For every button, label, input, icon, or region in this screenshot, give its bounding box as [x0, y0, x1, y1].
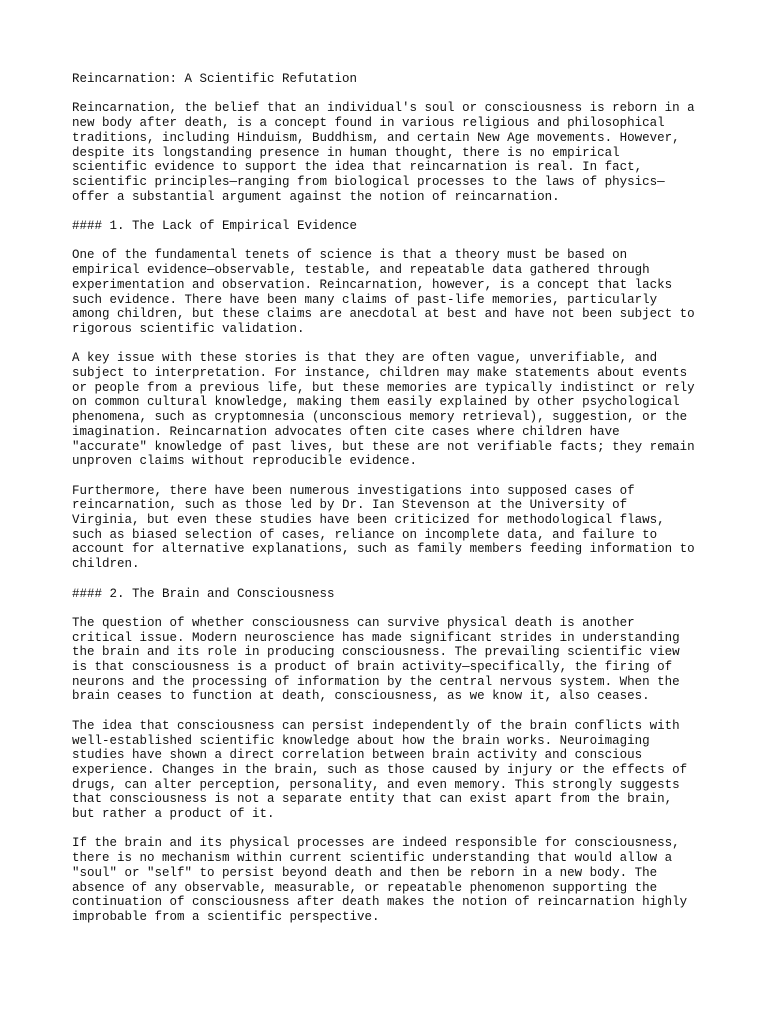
document-page — [72, 72, 704, 939]
section-1-paragraph-1: One of the fundamental tenets of science is that a theory must be based on empirical evidence—observable, testable, and repeatable data gathered through experimentation and observation. Reincarnation, however, is a concept that lacks such evidence. There have been many claims of past-life memories, particularly among children, but these claims are anecdotal at best and have not been subject to rigorous scientific validation. — [72, 248, 695, 336]
section-2-paragraph-2: The idea that consciousness can persist independently of the brain conflicts with well-established scientific knowledge about how the brain works. Neuroimaging studies have shown a direct correlation between brain activity and conscious experience. Changes in the brain, such as those caused by injury or the effects of drugs, can alter perception, personality, and even memory. This strongly suggests that consciousness is not a separate entity that can exist apart from the brain, but rather a product of it. — [72, 718, 688, 822]
section-1-heading: #### 1. The Lack of Empirical Evidence — [72, 219, 358, 233]
section-2-paragraph-1: The question of whether consciousness can survive physical death is another critical issue. Modern neuroscience has made significant strides in understanding the brain and its role in producing consciousness. The prevailing scientific view is that consciousness is a product of brain activity—specifically, the firing of neurons and the processing of information by the central nervous system. When the brain ceases to function at death, consciousness, as we know it, also ceases. — [72, 615, 680, 704]
document-title: Reincarnation: A Scientific Refutation — [72, 72, 358, 86]
section-1-paragraph-3: Furthermore, there have been numerous investigations into supposed cases of reincarnation, such as those led by Dr. Ian Stevenson at the University of Virginia, but even these studies have been criticized for methodological flaws, such as biased selection of cases, reliance on incomplete data, and failure to account for alternative explanations, such as family members feeding information to children. — [72, 483, 695, 572]
section-1-paragraph-2: A key issue with these stories is that they are often vague, unverifiable, and subject to interpretation. For instance, children may make statements about events or people from a previous life, but these memories are typically indistinct or rely on common cultural knowledge, making them easily explained by other psychological phenomena, such as cryptomnesia (unconscious memory retrieval), suggestion, or the imagination. Reincarnation advocates often cite cases where children have "accurate" knowledge of past lives, but these are not verifiable facts; they remain unproven claims without reproducible evidence. — [72, 351, 695, 469]
section-2-heading: #### 2. The Brain and Consciousness — [72, 586, 335, 601]
section-2-paragraph-3: If the brain and its physical processes are indeed responsible for consciousness, there is no mechanism within current scientific understanding that would allow a "soul" or "self" to persist beyond death and then be reborn in a new body. The absence of any observable, measurable, or repeatable phenomenon supporting the continuation of consciousness after death makes the notion of reincarnation highly improbable from a scientific perspective. — [72, 836, 688, 924]
intro-paragraph: Reincarnation, the belief that an individual's soul or consciousness is reborn in a new body after death, is a concept found in various religious and philosophical traditions, including Hinduism, Buddhism, and certain New Age movements. However, despite its longstanding presence in human thought, there is no empirical scientific evidence to support the idea that reincarnation is real. In fact, scientific principles—ranging from biological processes to the laws of physics— offer a substantial argument against the notion of reincarnation. — [72, 101, 695, 204]
